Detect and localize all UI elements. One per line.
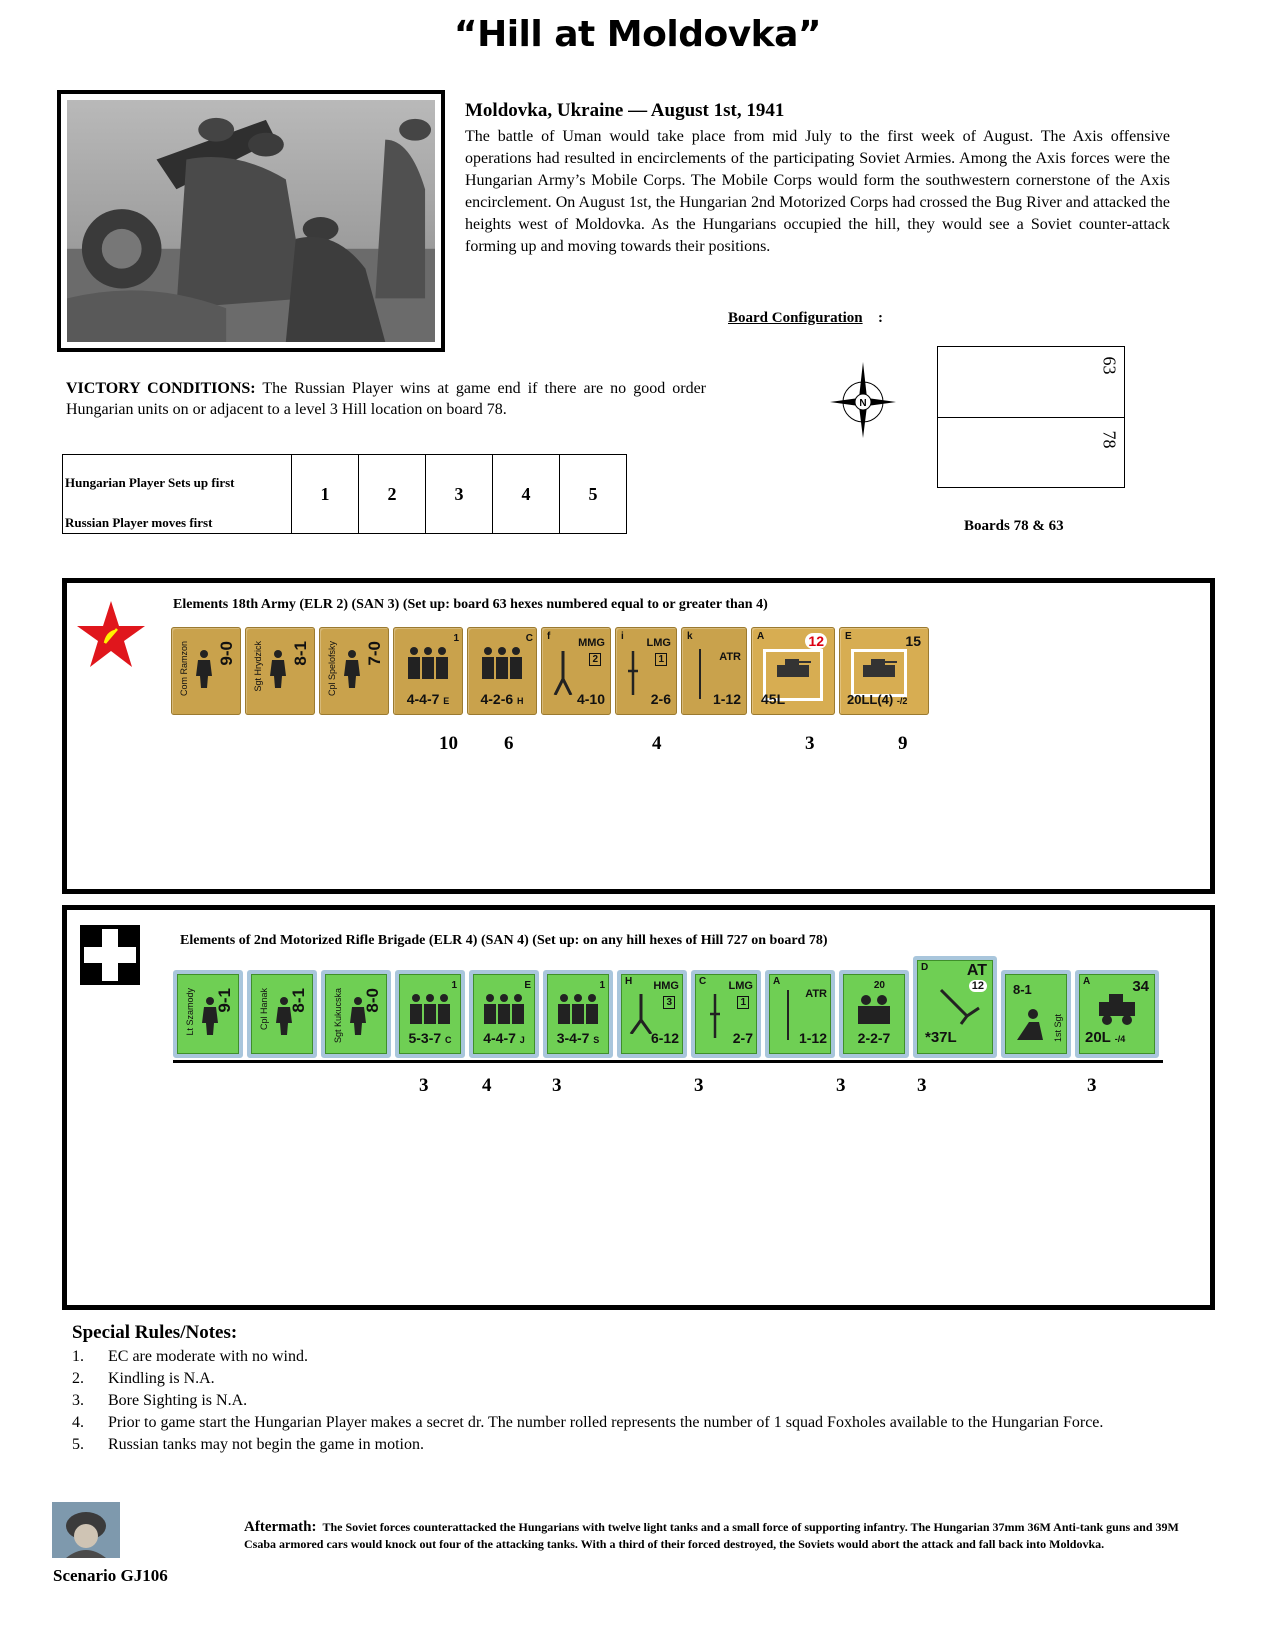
turn-record-track: [62, 454, 627, 534]
weapon-value: 2-6: [650, 691, 671, 707]
squad-value: 4-4-7: [406, 691, 440, 707]
infantry-squad-icon: [480, 992, 528, 1026]
squad-class: H: [517, 696, 524, 706]
hungarian-force-title: Elements of 2nd Motorized Rifle Brigade (ELR 4) (SAN 4) (Set up: on any hill hexes of Hill 727 on board 78): [180, 933, 828, 948]
boards-caption: Boards 78 & 63: [964, 518, 1064, 534]
squad-value: 4-4-7: [483, 1030, 516, 1046]
turn-record-info: [63, 455, 292, 534]
counter-corner: 1: [599, 980, 605, 991]
unit-count: 6: [504, 733, 514, 754]
counter-corner: 1: [453, 633, 459, 644]
light-machine-gun-icon: [625, 651, 641, 695]
squad-class: S: [593, 1035, 600, 1045]
compass-north-letter: N: [859, 398, 867, 409]
turn-cell: 2: [359, 455, 426, 534]
support-weapon-counter: [615, 627, 677, 715]
board-63-label: 63: [1099, 356, 1120, 375]
special-rules-list: [72, 1346, 1212, 1456]
anti-tank-gun-icon: [937, 986, 983, 1026]
turn-cell: 1: [292, 455, 359, 534]
tank-icon: [775, 657, 811, 683]
machine-gun-icon: [629, 994, 653, 1034]
leader-name: Sgt Kukucska: [333, 988, 343, 1044]
counter-corner: H: [625, 976, 633, 987]
weapon-box: 1: [737, 996, 749, 1009]
rule-number: 2.: [72, 1370, 84, 1387]
leader-rating: 9-1: [215, 988, 234, 1013]
weapon-label: LMG: [646, 637, 671, 649]
rule-number: 4.: [72, 1414, 84, 1431]
turn-cell: 4: [493, 455, 560, 534]
victory-conditions: [66, 378, 706, 420]
aftermath-label: Aftermath:: [244, 1519, 317, 1535]
gun-value: 20LL(4): [847, 692, 894, 707]
weapon-box: 2: [589, 653, 601, 666]
board-configuration-label: Board Configuration: [728, 310, 863, 326]
rule-item: [72, 1390, 1212, 1412]
support-weapon-counter: [617, 970, 687, 1058]
unit-count: 9: [898, 733, 908, 754]
victory-text: The Russian Player wins at game end if there are no good order Hungarian units on or adjacent to a level 3 Hill location on board 78.: [66, 380, 707, 418]
hungarian-counter-row: [173, 962, 1163, 1063]
crew-counter: [839, 970, 909, 1058]
hungarian-order-of-battle: [62, 905, 1215, 1310]
counter-corner: A: [757, 631, 765, 642]
leader-rating: 7-0: [365, 641, 384, 666]
leader-rating: 8-1: [291, 641, 310, 666]
unit-count: 3: [552, 1075, 562, 1096]
weapon-value: 1-12: [798, 1030, 827, 1046]
support-weapon-counter: [765, 970, 835, 1058]
squad-value: 4-2-6: [480, 691, 514, 707]
leader-name: Cpl Hanak: [259, 988, 269, 1031]
squad-counter: [469, 970, 539, 1058]
gun-top-value: 15: [905, 633, 921, 649]
leader-counter: [319, 627, 389, 715]
hungarian-cross-icon: [80, 925, 140, 985]
counter-corner: f: [547, 631, 551, 642]
aftermath: [244, 1519, 1204, 1553]
leader-counter: [1001, 970, 1071, 1058]
rule-item: [72, 1412, 1212, 1434]
armored-car-icon: [1095, 992, 1139, 1026]
gun-value: *37L: [925, 1029, 957, 1046]
squad-counter: [393, 627, 463, 715]
weapon-box: 3: [663, 996, 675, 1009]
aftermath-text: The Soviet forces counterattacked the Hungarians with twelve light tanks and a small force of supporting infantry. The Hungarian 37mm 36M Anti-tank guns and 39M Csaba armored cars would knock out four of the attacking tanks. With a third of their forced destroyed, the Soviets would abort the attack and fall back into Moldovka.: [244, 1520, 1179, 1551]
support-weapon-counter: [681, 627, 747, 715]
infantry-squad-icon: [406, 992, 454, 1026]
intro-paragraph: The battle of Uman would take place from mid July to the first week of August. The Axis offensive operations had resulted in encirclements of the participating Soviet Armies. Among the Axis forces were the Hungarian Army’s Mobile Corps. The Mobile Corps would form the southwestern cornerstone of the Axis encirclement. On August 1st, the Hungarian 2nd Motorized Corps had crossed the Bug River and attacked the heights west of Moldovka. As the Hungarians occupied the hill, they would see a Soviet counter-attack forming up and moving towards their positions.: [465, 128, 1170, 255]
counter-corner: E: [524, 980, 531, 991]
rule-text: Kindling is N.A.: [108, 1370, 215, 1387]
anti-tank-gun-counter: [913, 956, 997, 1058]
leader-counter: [171, 627, 241, 715]
gun-top-value: 12: [969, 980, 987, 992]
soviet-order-of-battle: [62, 578, 1215, 894]
rule-item: [72, 1368, 1212, 1390]
unit-count: 10: [439, 733, 458, 754]
squad-value: 5-3-7: [408, 1030, 442, 1046]
vehicle-value: 20L: [1085, 1029, 1111, 1046]
scenario-title: “Hill at Moldovka”: [453, 14, 822, 55]
unit-count: 4: [652, 733, 662, 754]
rule-number: 3.: [72, 1392, 84, 1409]
counter-corner: k: [687, 631, 693, 642]
rule-text: EC are moderate with no wind.: [108, 1348, 308, 1365]
squad-class: C: [445, 1035, 452, 1045]
counter-corner: 1: [451, 980, 457, 991]
counter-corner: C: [699, 976, 707, 987]
unit-count: 3: [805, 733, 815, 754]
weapon-value: 2-7: [732, 1030, 753, 1046]
vehicle-extra: -/4: [1114, 1034, 1126, 1044]
crouching-leader-icon: [1013, 1008, 1049, 1042]
soviet-force-title: Elements 18th Army (ELR 2) (SAN 3) (Set up: board 63 hexes numbered equal to or greater than 4): [173, 597, 768, 612]
squad-counter: [543, 970, 613, 1058]
moves-first-text: Russian Player moves first: [65, 515, 213, 530]
counter-corner: i: [621, 631, 624, 642]
rule-number: 1.: [72, 1348, 84, 1365]
leader-counter: [247, 970, 317, 1058]
compass-rose-icon: [828, 360, 898, 440]
board-configuration-colon: :: [878, 310, 883, 326]
historical-photo: [57, 90, 445, 352]
infantry-squad-icon: [404, 645, 452, 681]
special-rules-title: Special Rules/Notes:: [72, 1322, 238, 1343]
leader-rating: 9-0: [217, 641, 236, 666]
location-date-heading: Moldovka, Ukraine — August 1st, 1941: [465, 100, 785, 121]
squad-counter: [395, 970, 465, 1058]
soldier-portrait-icon: [52, 1502, 120, 1558]
leader-counter: [321, 970, 391, 1058]
squad-counter: [467, 627, 537, 715]
leader-rating: 8-1: [1013, 982, 1032, 997]
armored-car-counter: [1075, 970, 1159, 1058]
soviet-counter-row: [171, 627, 933, 715]
weapon-label: ATR: [805, 988, 827, 1000]
gun-counter: [751, 627, 835, 715]
leader-name: Sgt Hrydzick: [253, 641, 263, 692]
infantry-squad-icon: [478, 645, 526, 681]
weapon-box: 1: [655, 653, 667, 666]
leader-counter: [245, 627, 315, 715]
tank-icon: [861, 657, 897, 683]
machine-gun-icon: [553, 651, 573, 695]
counter-corner: A: [773, 976, 781, 987]
weapon-label: LMG: [728, 980, 753, 992]
soviet-star-icon: [75, 599, 147, 671]
board-78-label: 78: [1099, 430, 1120, 449]
gun-counter: [839, 627, 929, 715]
infantry-squad-icon: [554, 992, 602, 1026]
counter-corner: E: [845, 631, 852, 642]
counter-corner: D: [921, 962, 929, 973]
vehicle-top-value: 34: [1132, 978, 1149, 995]
unit-count: 3: [917, 1075, 927, 1096]
counter-corner: 20: [873, 980, 885, 991]
squad-value: 3-4-7: [556, 1030, 590, 1046]
turn-cell: 5: [560, 455, 627, 534]
leader-figure-icon: [265, 649, 291, 689]
rule-number: 5.: [72, 1436, 84, 1453]
rule-text: Prior to game start the Hungarian Player makes a secret dr. The number rolled represents the number of 1 squad Foxholes available to the Hungarian Force.: [108, 1414, 1104, 1431]
gun-label: AT: [966, 962, 987, 979]
leader-name: Lt Szamody: [185, 988, 195, 1036]
weapon-value: 1-12: [712, 691, 741, 707]
leader-name: Com Ramzon: [179, 641, 189, 697]
leader-rating: 8-1: [289, 988, 308, 1013]
weapon-label: MMG: [578, 637, 605, 649]
weapon-value: 4-10: [576, 691, 605, 707]
crew-icon: [852, 992, 896, 1026]
rule-text: Russian tanks may not begin the game in motion.: [108, 1436, 424, 1453]
leader-figure-icon: [191, 649, 217, 689]
scenario-id: Scenario GJ106: [53, 1566, 168, 1585]
weapon-value: 6-12: [650, 1030, 679, 1046]
board-layout-diagram: [937, 346, 1125, 488]
gun-top-value: 12: [805, 633, 827, 649]
setup-first-text: Hungarian Player Sets up first: [65, 475, 235, 490]
crew-value: 2-2-7: [857, 1030, 891, 1046]
squad-class: E: [443, 696, 450, 706]
leader-name: Cpl Spelofsky: [327, 641, 337, 697]
victory-label: VICTORY CONDITIONS:: [66, 380, 256, 397]
unit-count: 3: [419, 1075, 429, 1096]
weapon-label: ATR: [719, 651, 741, 663]
gun-value: 45L: [761, 691, 786, 707]
weapon-label: HMG: [653, 980, 679, 992]
soldiers-photo-image: [67, 100, 435, 342]
rule-item: [72, 1346, 1212, 1368]
unit-count: 4: [482, 1075, 492, 1096]
squad-class: J: [519, 1035, 525, 1045]
leader-counter: [173, 970, 243, 1058]
leader-figure-icon: [339, 649, 365, 689]
leader-rating: 8-0: [363, 988, 382, 1013]
unit-count: 3: [836, 1075, 846, 1096]
support-weapon-counter: [691, 970, 761, 1058]
leader-name: 1st Sgt: [1053, 1014, 1063, 1043]
rule-text: Bore Sighting is N.A.: [108, 1392, 248, 1409]
gun-extra: -/2: [896, 696, 908, 706]
turn-cell: 3: [426, 455, 493, 534]
unit-count: 3: [1087, 1075, 1097, 1096]
support-weapon-counter: [541, 627, 611, 715]
rule-item: [72, 1434, 1212, 1456]
counter-corner: A: [1083, 976, 1091, 987]
counter-corner: C: [525, 633, 533, 644]
unit-count: 3: [694, 1075, 704, 1096]
